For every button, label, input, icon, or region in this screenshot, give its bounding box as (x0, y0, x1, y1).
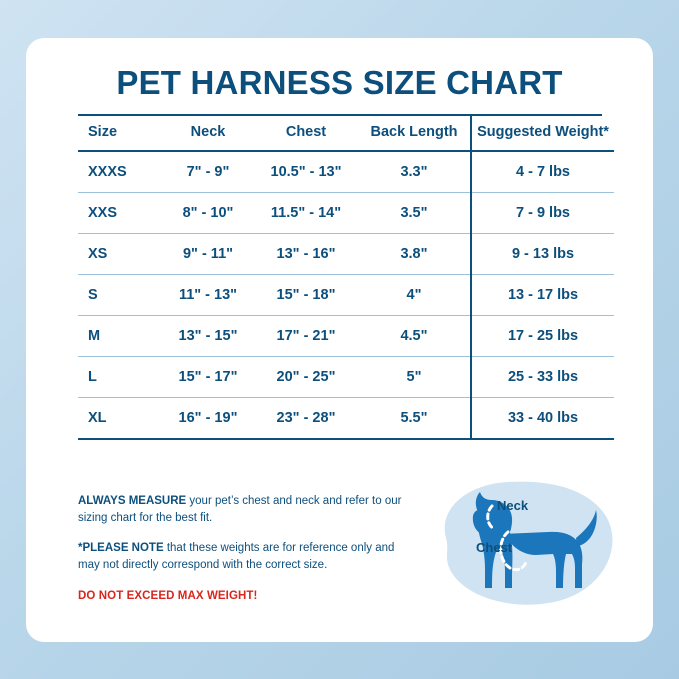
cell-chest: 11.5" - 14" (254, 193, 358, 234)
max-weight-warning: DO NOT EXCEED MAX WEIGHT! (78, 589, 258, 602)
table-row (78, 357, 614, 398)
cell-chest: 10.5" - 13" (254, 151, 358, 193)
column-header-size: Size (78, 114, 162, 151)
table-row (78, 398, 614, 440)
page-title: PET HARNESS SIZE CHART (116, 64, 563, 101)
cell-chest: 13" - 16" (254, 234, 358, 275)
table-row (78, 234, 614, 275)
please-note-text: that these weights are for reference only and may not directly correspond with the correct size. (78, 542, 395, 572)
cell-chest: 17" - 21" (254, 316, 358, 357)
chest-label: Chest (476, 540, 513, 555)
cell-size: M (78, 316, 162, 357)
size-table-wrapper (78, 114, 609, 440)
dog-illustration (416, 476, 626, 616)
cell-size: XXXS (78, 151, 162, 193)
measure-note-text: your pet’s chest and neck and refer to our sizing chart for the best fit. (78, 495, 402, 524)
cell-neck: 11" - 13" (162, 275, 254, 316)
cell-weight: 17 - 25 lbs (471, 316, 614, 357)
cell-size: L (78, 357, 162, 398)
cell-weight: 33 - 40 lbs (471, 398, 614, 440)
footer-notes (78, 493, 408, 604)
neck-label: Neck (497, 498, 529, 513)
cell-size: S (78, 275, 162, 316)
cell-neck: 16" - 19" (162, 398, 254, 440)
cell-chest: 15" - 18" (254, 275, 358, 316)
table-header (78, 114, 614, 151)
column-header-chest: Chest (254, 114, 358, 151)
cell-size: XS (78, 234, 162, 275)
measure-note-bold: ALWAYS MEASURE (78, 495, 187, 507)
table-row (78, 275, 614, 316)
column-header-neck: Neck (162, 114, 254, 151)
table-row (78, 316, 614, 357)
cell-chest: 20" - 25" (254, 357, 358, 398)
cell-neck: 13" - 15" (162, 316, 254, 357)
cell-chest: 23" - 28" (254, 398, 358, 440)
cell-back-length: 5.5" (358, 398, 471, 440)
cell-back-length: 3.3" (358, 151, 471, 193)
table-header-row (78, 114, 614, 151)
cell-size: XXS (78, 193, 162, 234)
table-row (78, 193, 614, 234)
cell-neck: 15" - 17" (162, 357, 254, 398)
table-body (78, 151, 614, 439)
size-chart-table (78, 114, 614, 440)
cell-weight: 25 - 33 lbs (471, 357, 614, 398)
cell-neck: 9" - 11" (162, 234, 254, 275)
cell-back-length: 4.5" (358, 316, 471, 357)
please-note-bold: *PLEASE NOTE (78, 542, 164, 555)
column-header-suggested-weight: Suggested Weight* (471, 114, 614, 151)
column-header-back-length: Back Length (358, 114, 471, 151)
cell-weight: 13 - 17 lbs (471, 275, 614, 316)
measure-note (78, 493, 408, 526)
size-chart-card (26, 38, 653, 642)
table-row (78, 151, 614, 193)
please-note (78, 540, 408, 573)
dog-silhouette-icon (416, 476, 626, 616)
cell-neck: 8" - 10" (162, 193, 254, 234)
cell-weight: 7 - 9 lbs (471, 193, 614, 234)
cell-back-length: 4" (358, 275, 471, 316)
cell-weight: 4 - 7 lbs (471, 151, 614, 193)
cell-weight: 9 - 13 lbs (471, 234, 614, 275)
cell-size: XL (78, 398, 162, 440)
cell-neck: 7" - 9" (162, 151, 254, 193)
cell-back-length: 5" (358, 357, 471, 398)
cell-back-length: 3.5" (358, 193, 471, 234)
cell-back-length: 3.8" (358, 234, 471, 275)
